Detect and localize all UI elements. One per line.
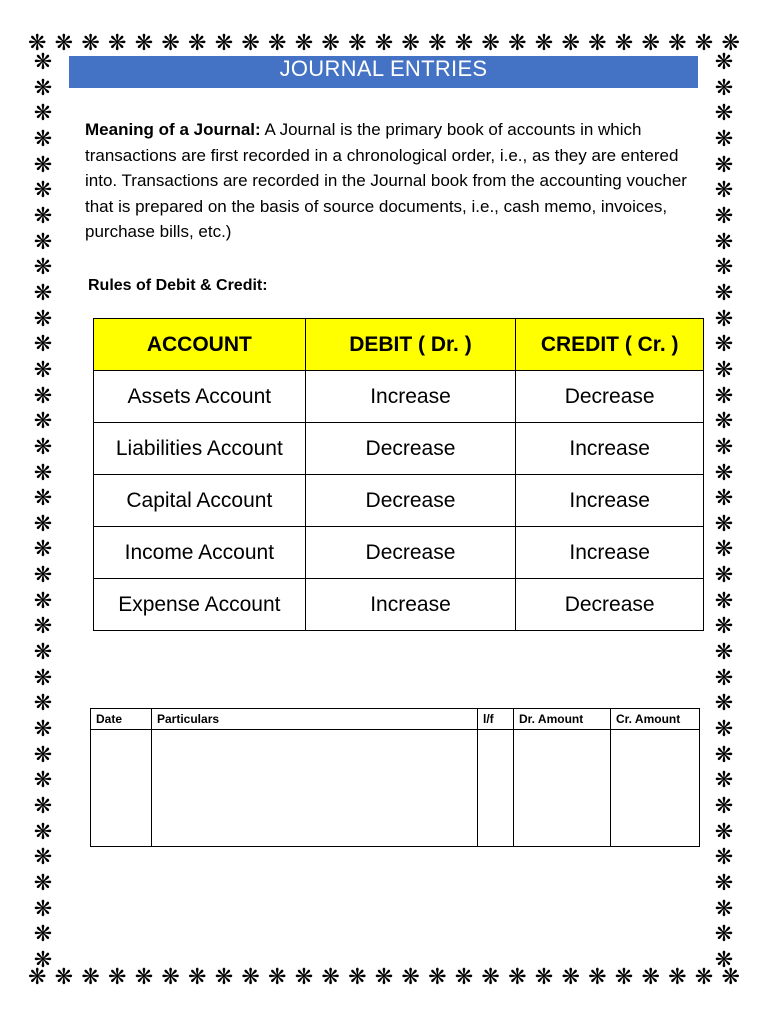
border-star-icon: ❋ xyxy=(33,255,53,281)
border-star-icon: ❋ xyxy=(714,742,734,768)
border-star-icon: ❋ xyxy=(714,922,734,948)
border-star-icon: ❋ xyxy=(714,101,734,127)
meaning-text: A Journal is the primary book of accounts in which transactions are first recorded in a chronological order, i.e., as they are entered into. Transactions are recorded in the Journal book from the accounting voucher that is prepared on the basis of source documents, i.e., cash memo, invoices, purchase bills, etc.) xyxy=(85,120,687,241)
border-star-icon: ❋ xyxy=(33,871,53,896)
border-star-icon: ❋ xyxy=(714,768,734,794)
page-title: JOURNAL ENTRIES xyxy=(69,56,698,88)
rules-header-row xyxy=(94,319,704,371)
border-star-icon: ❋ xyxy=(294,965,314,990)
border-star-icon: ❋ xyxy=(268,965,287,990)
meaning-paragraph xyxy=(85,117,710,245)
border-star-icon: ❋ xyxy=(401,31,420,56)
border-star-icon: ❋ xyxy=(534,965,554,990)
border-star-icon: ❋ xyxy=(268,31,287,56)
credit-cell: Increase xyxy=(516,475,704,527)
border-star-icon: ❋ xyxy=(714,357,734,383)
debit-cell: Decrease xyxy=(305,475,516,527)
border-star-icon: ❋ xyxy=(481,31,500,56)
border-star-icon: ❋ xyxy=(374,965,394,990)
dr-amount-cell[interactable] xyxy=(514,730,611,847)
border-star-icon: ❋ xyxy=(454,965,474,990)
border-star-icon: ❋ xyxy=(714,178,734,204)
border-star-icon: ❋ xyxy=(534,31,554,56)
credit-cell: Increase xyxy=(516,423,704,475)
border-star-icon: ❋ xyxy=(108,965,127,990)
header-particulars: Particulars xyxy=(152,709,478,730)
border-star-icon: ❋ xyxy=(33,717,53,743)
journal-header-row xyxy=(91,709,700,730)
border-star-icon: ❋ xyxy=(714,152,734,178)
header-debit: DEBIT ( Dr. ) xyxy=(305,319,516,371)
credit-cell: Decrease xyxy=(516,579,704,631)
table-row xyxy=(94,371,704,423)
lf-cell[interactable] xyxy=(478,730,514,847)
account-cell: Liabilities Account xyxy=(94,423,306,475)
border-star-icon: ❋ xyxy=(33,75,53,101)
border-star-icon: ❋ xyxy=(161,31,180,56)
border-star-icon: ❋ xyxy=(33,178,53,204)
border-top xyxy=(28,31,740,57)
border-star-icon: ❋ xyxy=(33,819,53,845)
border-star-icon: ❋ xyxy=(33,922,53,948)
border-left xyxy=(30,52,56,972)
header-credit: CREDIT ( Cr. ) xyxy=(516,319,704,371)
border-star-icon: ❋ xyxy=(714,537,734,563)
debit-cell: Decrease xyxy=(305,423,516,475)
border-star-icon: ❋ xyxy=(33,742,53,768)
border-star-icon: ❋ xyxy=(714,871,734,896)
border-star-icon: ❋ xyxy=(714,614,734,640)
border-star-icon: ❋ xyxy=(33,434,53,460)
border-star-icon: ❋ xyxy=(714,588,734,614)
border-star-icon: ❋ xyxy=(33,845,53,871)
border-star-icon: ❋ xyxy=(54,965,74,990)
border-star-icon: ❋ xyxy=(714,126,734,152)
border-star-icon: ❋ xyxy=(714,383,734,409)
border-star-icon: ❋ xyxy=(714,717,734,743)
border-star-icon: ❋ xyxy=(714,845,734,871)
border-star-icon: ❋ xyxy=(241,31,260,56)
particulars-cell[interactable] xyxy=(152,730,478,847)
border-star-icon: ❋ xyxy=(33,794,53,820)
border-star-icon: ❋ xyxy=(33,383,53,409)
header-dr-amount: Dr. Amount xyxy=(514,709,611,730)
border-star-icon: ❋ xyxy=(714,460,734,486)
border-star-icon: ❋ xyxy=(33,947,53,972)
border-star-icon: ❋ xyxy=(714,306,734,332)
border-star-icon: ❋ xyxy=(33,280,53,306)
border-star-icon: ❋ xyxy=(108,31,127,56)
border-star-icon: ❋ xyxy=(614,31,634,56)
credit-cell: Increase xyxy=(516,527,704,579)
border-star-icon: ❋ xyxy=(714,229,734,255)
border-star-icon: ❋ xyxy=(28,31,47,56)
border-star-icon: ❋ xyxy=(33,614,53,640)
border-star-icon: ❋ xyxy=(134,31,154,56)
rules-table xyxy=(93,318,704,631)
account-cell: Income Account xyxy=(94,527,306,579)
border-star-icon: ❋ xyxy=(33,409,53,435)
border-star-icon: ❋ xyxy=(374,31,394,56)
border-star-icon: ❋ xyxy=(714,255,734,281)
border-star-icon: ❋ xyxy=(668,31,687,56)
table-row xyxy=(94,475,704,527)
border-star-icon: ❋ xyxy=(481,965,500,990)
border-star-icon: ❋ xyxy=(714,794,734,820)
border-right xyxy=(711,52,737,972)
header-date: Date xyxy=(91,709,152,730)
border-star-icon: ❋ xyxy=(214,31,234,56)
account-cell: Expense Account xyxy=(94,579,306,631)
border-star-icon: ❋ xyxy=(33,588,53,614)
border-star-icon: ❋ xyxy=(714,819,734,845)
account-cell: Assets Account xyxy=(94,371,306,423)
border-star-icon: ❋ xyxy=(321,31,340,56)
journal-entry-row xyxy=(91,730,700,847)
date-cell[interactable] xyxy=(91,730,152,847)
debit-cell: Increase xyxy=(305,371,516,423)
border-star-icon: ❋ xyxy=(33,229,53,255)
border-star-icon: ❋ xyxy=(28,965,47,990)
border-star-icon: ❋ xyxy=(714,640,734,666)
cr-amount-cell[interactable] xyxy=(611,730,700,847)
border-star-icon: ❋ xyxy=(33,665,53,691)
border-star-icon: ❋ xyxy=(54,31,74,56)
border-star-icon: ❋ xyxy=(561,965,580,990)
border-star-icon: ❋ xyxy=(428,965,447,990)
border-star-icon: ❋ xyxy=(81,31,100,56)
border-star-icon: ❋ xyxy=(33,640,53,666)
credit-cell: Decrease xyxy=(516,371,704,423)
journal-table xyxy=(90,708,700,847)
border-star-icon: ❋ xyxy=(33,203,53,229)
border-star-icon: ❋ xyxy=(614,965,634,990)
header-cr-amount: Cr. Amount xyxy=(611,709,700,730)
border-star-icon: ❋ xyxy=(714,434,734,460)
border-star-icon: ❋ xyxy=(714,665,734,691)
border-star-icon: ❋ xyxy=(641,965,660,990)
border-star-icon: ❋ xyxy=(714,511,734,537)
border-star-icon: ❋ xyxy=(721,31,740,56)
border-star-icon: ❋ xyxy=(588,31,607,56)
border-star-icon: ❋ xyxy=(33,357,53,383)
border-star-icon: ❋ xyxy=(401,965,420,990)
border-star-icon: ❋ xyxy=(33,126,53,152)
border-star-icon: ❋ xyxy=(714,280,734,306)
border-star-icon: ❋ xyxy=(508,31,527,56)
border-star-icon: ❋ xyxy=(33,101,53,127)
border-star-icon: ❋ xyxy=(694,31,714,56)
account-cell: Capital Account xyxy=(94,475,306,527)
table-row xyxy=(94,423,704,475)
border-star-icon: ❋ xyxy=(241,965,260,990)
border-star-icon: ❋ xyxy=(508,965,527,990)
border-star-icon: ❋ xyxy=(33,537,53,563)
meaning-label: Meaning of a Journal: xyxy=(85,120,261,139)
border-star-icon: ❋ xyxy=(33,152,53,178)
border-star-icon: ❋ xyxy=(188,31,207,56)
border-star-icon: ❋ xyxy=(33,332,53,358)
border-star-icon: ❋ xyxy=(588,965,607,990)
debit-cell: Decrease xyxy=(305,527,516,579)
border-star-icon: ❋ xyxy=(134,965,154,990)
border-star-icon: ❋ xyxy=(33,460,53,486)
border-star-icon: ❋ xyxy=(161,965,180,990)
table-row xyxy=(94,579,704,631)
border-star-icon: ❋ xyxy=(33,306,53,332)
border-star-icon: ❋ xyxy=(714,332,734,358)
border-star-icon: ❋ xyxy=(714,75,734,101)
border-star-icon: ❋ xyxy=(714,52,734,75)
border-star-icon: ❋ xyxy=(714,691,734,717)
border-star-icon: ❋ xyxy=(561,31,580,56)
rules-label: Rules of Debit & Credit: xyxy=(88,277,268,294)
border-star-icon: ❋ xyxy=(348,31,367,56)
border-bottom xyxy=(28,965,740,991)
border-star-icon: ❋ xyxy=(714,203,734,229)
border-star-icon: ❋ xyxy=(33,511,53,537)
border-star-icon: ❋ xyxy=(714,486,734,512)
border-star-icon: ❋ xyxy=(188,965,207,990)
border-star-icon: ❋ xyxy=(714,896,734,922)
border-star-icon: ❋ xyxy=(721,965,740,990)
border-star-icon: ❋ xyxy=(714,409,734,435)
border-star-icon: ❋ xyxy=(714,563,734,589)
border-star-icon: ❋ xyxy=(641,31,660,56)
header-lf: l/f xyxy=(478,709,514,730)
header-account: ACCOUNT xyxy=(94,319,306,371)
debit-cell: Increase xyxy=(305,579,516,631)
border-star-icon: ❋ xyxy=(454,31,474,56)
border-star-icon: ❋ xyxy=(294,31,314,56)
border-star-icon: ❋ xyxy=(348,965,367,990)
border-star-icon: ❋ xyxy=(33,768,53,794)
border-star-icon: ❋ xyxy=(33,52,53,75)
border-star-icon: ❋ xyxy=(714,947,734,972)
border-star-icon: ❋ xyxy=(33,896,53,922)
border-star-icon: ❋ xyxy=(81,965,100,990)
border-star-icon: ❋ xyxy=(214,965,234,990)
border-star-icon: ❋ xyxy=(33,691,53,717)
border-star-icon: ❋ xyxy=(694,965,714,990)
border-star-icon: ❋ xyxy=(668,965,687,990)
border-star-icon: ❋ xyxy=(428,31,447,56)
border-star-icon: ❋ xyxy=(33,563,53,589)
border-star-icon: ❋ xyxy=(321,965,340,990)
table-row xyxy=(94,527,704,579)
border-star-icon: ❋ xyxy=(33,486,53,512)
